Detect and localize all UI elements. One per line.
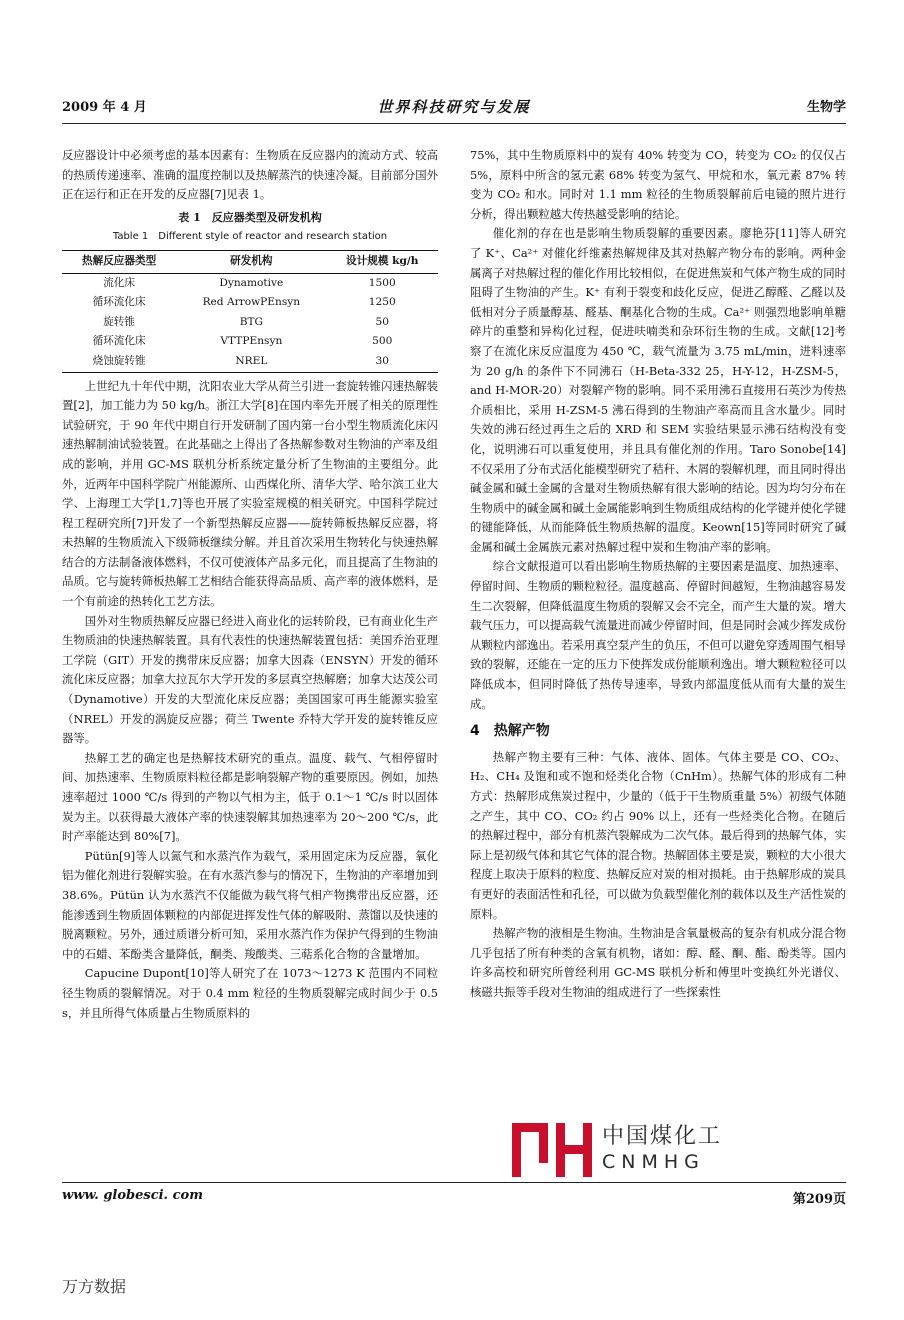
logo-text-en: CNMHG <box>602 1151 705 1173</box>
table-header-cell: 研发机构 <box>176 250 326 273</box>
table-cell: 烧蚀旋转锥 <box>62 352 176 372</box>
paragraph: 反应器设计中必须考虑的基本因素有：生物质在反应器内的流动方式、较高的热质传递速率、准确的温度控制以及热解蒸汽的快速冷凝。目前部分国外正在运行和正在开发的反应器[7]见表 1。 <box>62 148 438 202</box>
table-row <box>62 313 438 333</box>
footer-url: www. globesci. com <box>62 1188 203 1203</box>
header-section: 生物学 <box>806 100 846 115</box>
table-cell: Red ArrowPEnsyn <box>202 296 301 309</box>
table-row <box>62 293 438 313</box>
table-cell: 50 <box>375 315 389 328</box>
table-caption-cn: 表 1 反应器类型及研发机构 <box>178 210 322 224</box>
paragraph: Capucine Dupont[10]等人研究了在 1073～1273 K 范围内不同粒径生物质的裂解情况。对于 0.4 mm 粒径的生物质裂解完成时间少于 0.5 s，并且所得气体质量占生物质原料的 <box>62 966 438 1020</box>
table-header-cell: 热解反应器类型 <box>62 250 176 273</box>
paragraph: 综合文献报道可以看出影响生物质热解的主要因素是温度、加热速率、停留时间、生物质的颗粒粒径。温度越高、停留时间越短，生物油越容易发生二次裂解，但降低温度生物质的裂解又会不完全，而产生大量的炭。增大载气压力，可以提高载气流量进而减少停留时间，但是同时会减少挥发成份从颗粒内部逸出。若采用真空泵产生的负压，不但可以避免穿透周围气相导致的裂解，还能在一定的压力下使挥发成份能顺利逸出。增大颗粒粒径可以降低成本，但同时降低了热传导速率，导致内部温度低从而有大量的炭生成。 <box>470 559 846 711</box>
table-cell: Dynamotive <box>219 276 284 289</box>
table-cell: 1500 <box>368 276 396 289</box>
table-cell: 流化床 <box>103 276 135 289</box>
header-rule <box>62 123 846 124</box>
table-cell: 500 <box>372 335 393 348</box>
header-date: 2009 年 4 月 <box>62 100 147 115</box>
table-cell: NREL <box>176 352 326 372</box>
publisher-logo <box>504 1113 834 1185</box>
table-caption-en: Table 1 Different style of reactor and research station <box>112 231 388 243</box>
paragraph: 催化剂的存在也是影响生物质裂解的重要因素。廖艳芬[11]等人研究了 K⁺、Ca²⁺ 对催化纤维素热解规律及其对热解产物分布的影响。两种金属离子对热解过程的催化作用比较相似，在促进焦炭和气体产物生成的同时阻碍了生物油的产生。K⁺ 有利于裂变和歧化反应，促进乙醇醛、乙醛以及低相对分子质量醇基、醛基、酮基化合物的生成。Ca²⁺ 则强烈地影响单糖碎片的重整和异构化过程，促进呋喃类和杂环衍生物的生成。文献[12]考察了在流化床反应温度为 450 ℃，载气流量为 3.75 mL/min，进料速率为 20 g/h 的条件下不同沸石（H-Beta-332 25，H-Y-12，H-ZSM-5，and H-MOR-20）对裂解产物的影响。同不采用沸石直接用石英沙为传热介质相比，采用 H-ZSM-5 沸石得到的生物油产率高而且含水量少。同时失效的沸石经过再生之后的 XRD 和 SEM 实验结果显示沸石结构没有变化，说明沸石可以重复使用，并且具有催化剂的作用。Taro Sonobe[14]不仅采用了分布式活化能模型研究了秸秆、木屑的裂解机理，而且同时得出碱金属和碱土金属的含量对生物质热解有很大影响的结论。因为均匀分布在生物质中的碱金属和碱土金属能影响到生物质组成结构的化学键并使化学键的键能降低，从而能降低生物质热解的温度。Keown[15]等同时研究了碱金属和碱土金属族元素对热解过程中炭和生物油产率的影响。 <box>470 226 846 554</box>
paragraph: 热解产物的液相是生物油。生物油是含氧量极高的复杂有机成分混合物几乎包括了所有种类的含氧有机物，诸如：醇、醛、酮、酯、酚类等。国内许多高校和研究所曾经利用 GC-MS 联机分析和傅里叶变换红外光谱仪、核磁共振等手段对生物油的组成进行了一些探索性 <box>470 926 846 999</box>
paragraph: 热解工艺的确定也是热解技术研究的重点。温度、载气、气相停留时间、加热速率、生物质原料粒径都是影响裂解产物的重要原因。例如，加热速率超过 1000 ℃/s 得到的产物以气相为主，低于 0.1～1 ℃/s 时以固体炭为主。以获得最大液体产率的快速裂解其加热速率为 20～200 ℃/s，此时产率能达到 80%[7]。 <box>62 750 438 844</box>
footer-rule <box>62 1182 846 1183</box>
paragraph: 国外对生物质热解反应器已经进入商业化的运转阶段，已有商业化生产生物质油的快速热解装置。具有代表性的快速热解装置包括：美国乔治亚理工学院（GIT）开发的携带床反应器；加拿大因森（ENSYN）开发的循环流化床反应器；加拿大拉瓦尔大学开发的多层真空热解磨；加拿大达茂公司（Dynamotive）开发的大型流化床反应器；美国国家可再生能源实验室（NREL）开发的涡旋反应器；荷兰 Twente 乔特大学开发的旋转锥反应器等。 <box>62 613 438 746</box>
paragraph: Pütün[9]等人以氮气和水蒸汽作为载气，采用固定床为反应器，氧化铝为催化剂进行裂解实验。在有水蒸汽参与的情况下，生物油的产率增加到 38.6%。Pütün 认为水蒸汽不仅能做为载气将气相产物携带出反应器，还能渗透到生物质固体颗粒的内部促进挥发性气体的解吸附、蒸馏以及快速的脱离颗粒。另外，通过质谱分析可知，采用水蒸汽作为保护气得到的生物油中的石蜡、苯酚类含量降低，酮类、羧酸类、三萜系化合物的含量增加。 <box>62 848 438 961</box>
table-cell: 30 <box>326 352 438 372</box>
table-row <box>62 352 438 372</box>
page-number: 第209页 <box>792 1192 846 1207</box>
reactor-table <box>62 250 438 373</box>
logo-text-cn: 中国煤化工 <box>602 1124 723 1149</box>
paragraph: 上世纪九十年代中期，沈阳农业大学从荷兰引进一套旋转锥闪速热解装置[2]，加工能力为 50 kg/h。浙江大学[8]在国内率先开展了相关的原理性试验研究，于 90 年代中期自行开发研制了国内第一台小型生物质流化床闪速热解制油试验装置。在此基础之上得出了各热解参数对生物油的产率及组成的影响，并用 GC-MS 联机分析系统定量分析了生物油的主要组分。此外，近两年中国科学院广州能源所、山西煤化所、清华大学、哈尔滨工业大学、上海理工大学[1,7]等也开展了实验室规模的相关研究。中国科学院过程工程研究所[7]开发了一个新型热解反应器——旋转筛板热解反应器，将未热解的生物质流入下级筛板继续分解。并且首次采用生物转化与快速热解结合的方法制备液体燃料，不仅可使液体产品多元化，而且提高了生物油的品质。它与旋转筛板热解工艺相结合能获得高品质、高产率的液体燃料，是一个有前途的热转化工艺方法。 <box>62 378 438 609</box>
table-cell: 循环流化床 <box>92 335 146 348</box>
table-row <box>62 273 438 293</box>
table-row <box>62 332 438 352</box>
left-column <box>62 146 438 1023</box>
table-cell: VTTPEnsyn <box>220 335 283 348</box>
journal-title: 世界科技研究与发展 <box>377 98 531 116</box>
right-column <box>470 146 846 1003</box>
logo-mark-icon <box>508 1119 596 1181</box>
page-header <box>62 96 846 118</box>
table-cell: 1250 <box>368 296 396 309</box>
paragraph: 热解产物主要有三种：气体、液体、固体。气体主要是 CO、CO₂、H₂、CH₄ 及饱和或不饱和烃类化合物（CnHm）。热解气体的形成有二种方式：热解形成焦炭过程中，少量的（低于干生物质重量 5%）初级气体随之产生，其中 CO、CO₂ 约占 90% 以上，还有一些烃类化合物。在随后的热解过程中，部分有机蒸汽裂解成为二次气体。最后得到的热解气体，实际上是初级气体和其它气体的混合物。热解固体主要是炭，颗粒的大小很大程度上取决于原料的粒度、热解反应对炭的相对损耗。由于热解形成的炭具有更好的表面活性和孔径，可以做为负载型催化剂的载体以及生产活性炭的原料。 <box>470 749 846 921</box>
table-header-cell: 设计规模 kg/h <box>326 250 438 273</box>
section-heading: 4 热解产物 <box>470 723 550 740</box>
table-cell: 旋转锥 <box>103 315 135 328</box>
paragraph: 75%，其中生物质原料中的炭有 40% 转变为 CO，转变为 CO₂ 的仅仅占 5%，原料中所含的氢元素 68% 转变为氢气、甲烷和水，氧元素 87% 转变为 CO₂ 和水。同时对 1.1 mm 粒径的生物质裂解前后电镜的照片进行分析，得出颗粒越大传热越受影响的结论。 <box>470 148 846 221</box>
watermark: 万方数据 <box>62 1277 127 1296</box>
table-cell: BTG <box>239 315 264 328</box>
table-cell: 循环流化床 <box>92 296 146 309</box>
